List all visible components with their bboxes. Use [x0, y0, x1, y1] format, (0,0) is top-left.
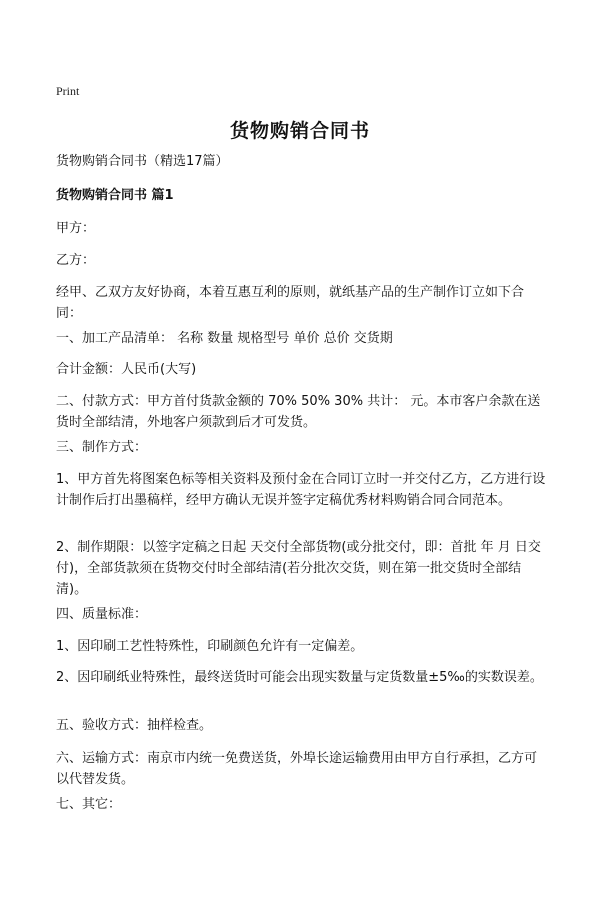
party-a-line: 甲方：: [56, 221, 96, 236]
party-b-line: 乙方：: [56, 253, 96, 268]
document-subtitle: 货物购销合同书（精选17篇）: [56, 154, 229, 169]
document-title: 货物购销合同书: [229, 120, 370, 142]
clause-production-heading: 三、制作方式：: [56, 440, 148, 455]
clause-quality-2: 2、因印刷纸业特殊性，最终送货时可能会出现实数量与定货数量±5‰的实数误差。: [56, 670, 543, 685]
intro-paragraph: 经甲、乙双方友好协商，本着互惠互利的原则，就纸基产品的生产制作订立如下合同：: [56, 285, 525, 321]
clause-quality-heading: 四、质量标准：: [56, 607, 148, 622]
clause-transport: 六、运输方式：南京市内统一免费送货，外埠长途运输费用由甲方自行承担，乙方可以代替发货。: [56, 751, 538, 787]
clause-payment: 二、付款方式：甲方首付货款金额的 70% 50% 30% 共计： 元。本市客户余款在送货时全部结清，外地客户须款到后才可发货。: [56, 394, 541, 430]
clause-product-list: 一、加工产品清单： 名称 数量 规格型号 单价 总价 交货期: [56, 331, 393, 346]
clause-total-amount: 合计金额：人民币(大写): [56, 362, 197, 377]
print-label: Print: [56, 84, 80, 98]
clause-other: 七、其它：: [56, 797, 122, 812]
clause-quality-1: 1、因印刷工艺性特殊性，印刷颜色允许有一定偏差。: [56, 639, 364, 654]
clause-production-2: 2、制作期限：以签字定稿之日起 天交付全部货物(或分批交付，即：首批 年 月 日交付)，全部货款须在货物交付时全部结清(若分批次交货，则在第一批交货时全部结清)。: [56, 540, 541, 597]
clause-production-1: 1、甲方首先将图案色标等相关资料及预付金在合同订立时一并交付乙方，乙方进行设计制作后打出墨稿样，经甲方确认无误并签字定稿优秀材料购销合同合同范本。: [56, 472, 546, 508]
clause-acceptance: 五、验收方式：抽样检查。: [56, 718, 213, 733]
section-heading: 货物购销合同书 篇1: [56, 188, 174, 203]
